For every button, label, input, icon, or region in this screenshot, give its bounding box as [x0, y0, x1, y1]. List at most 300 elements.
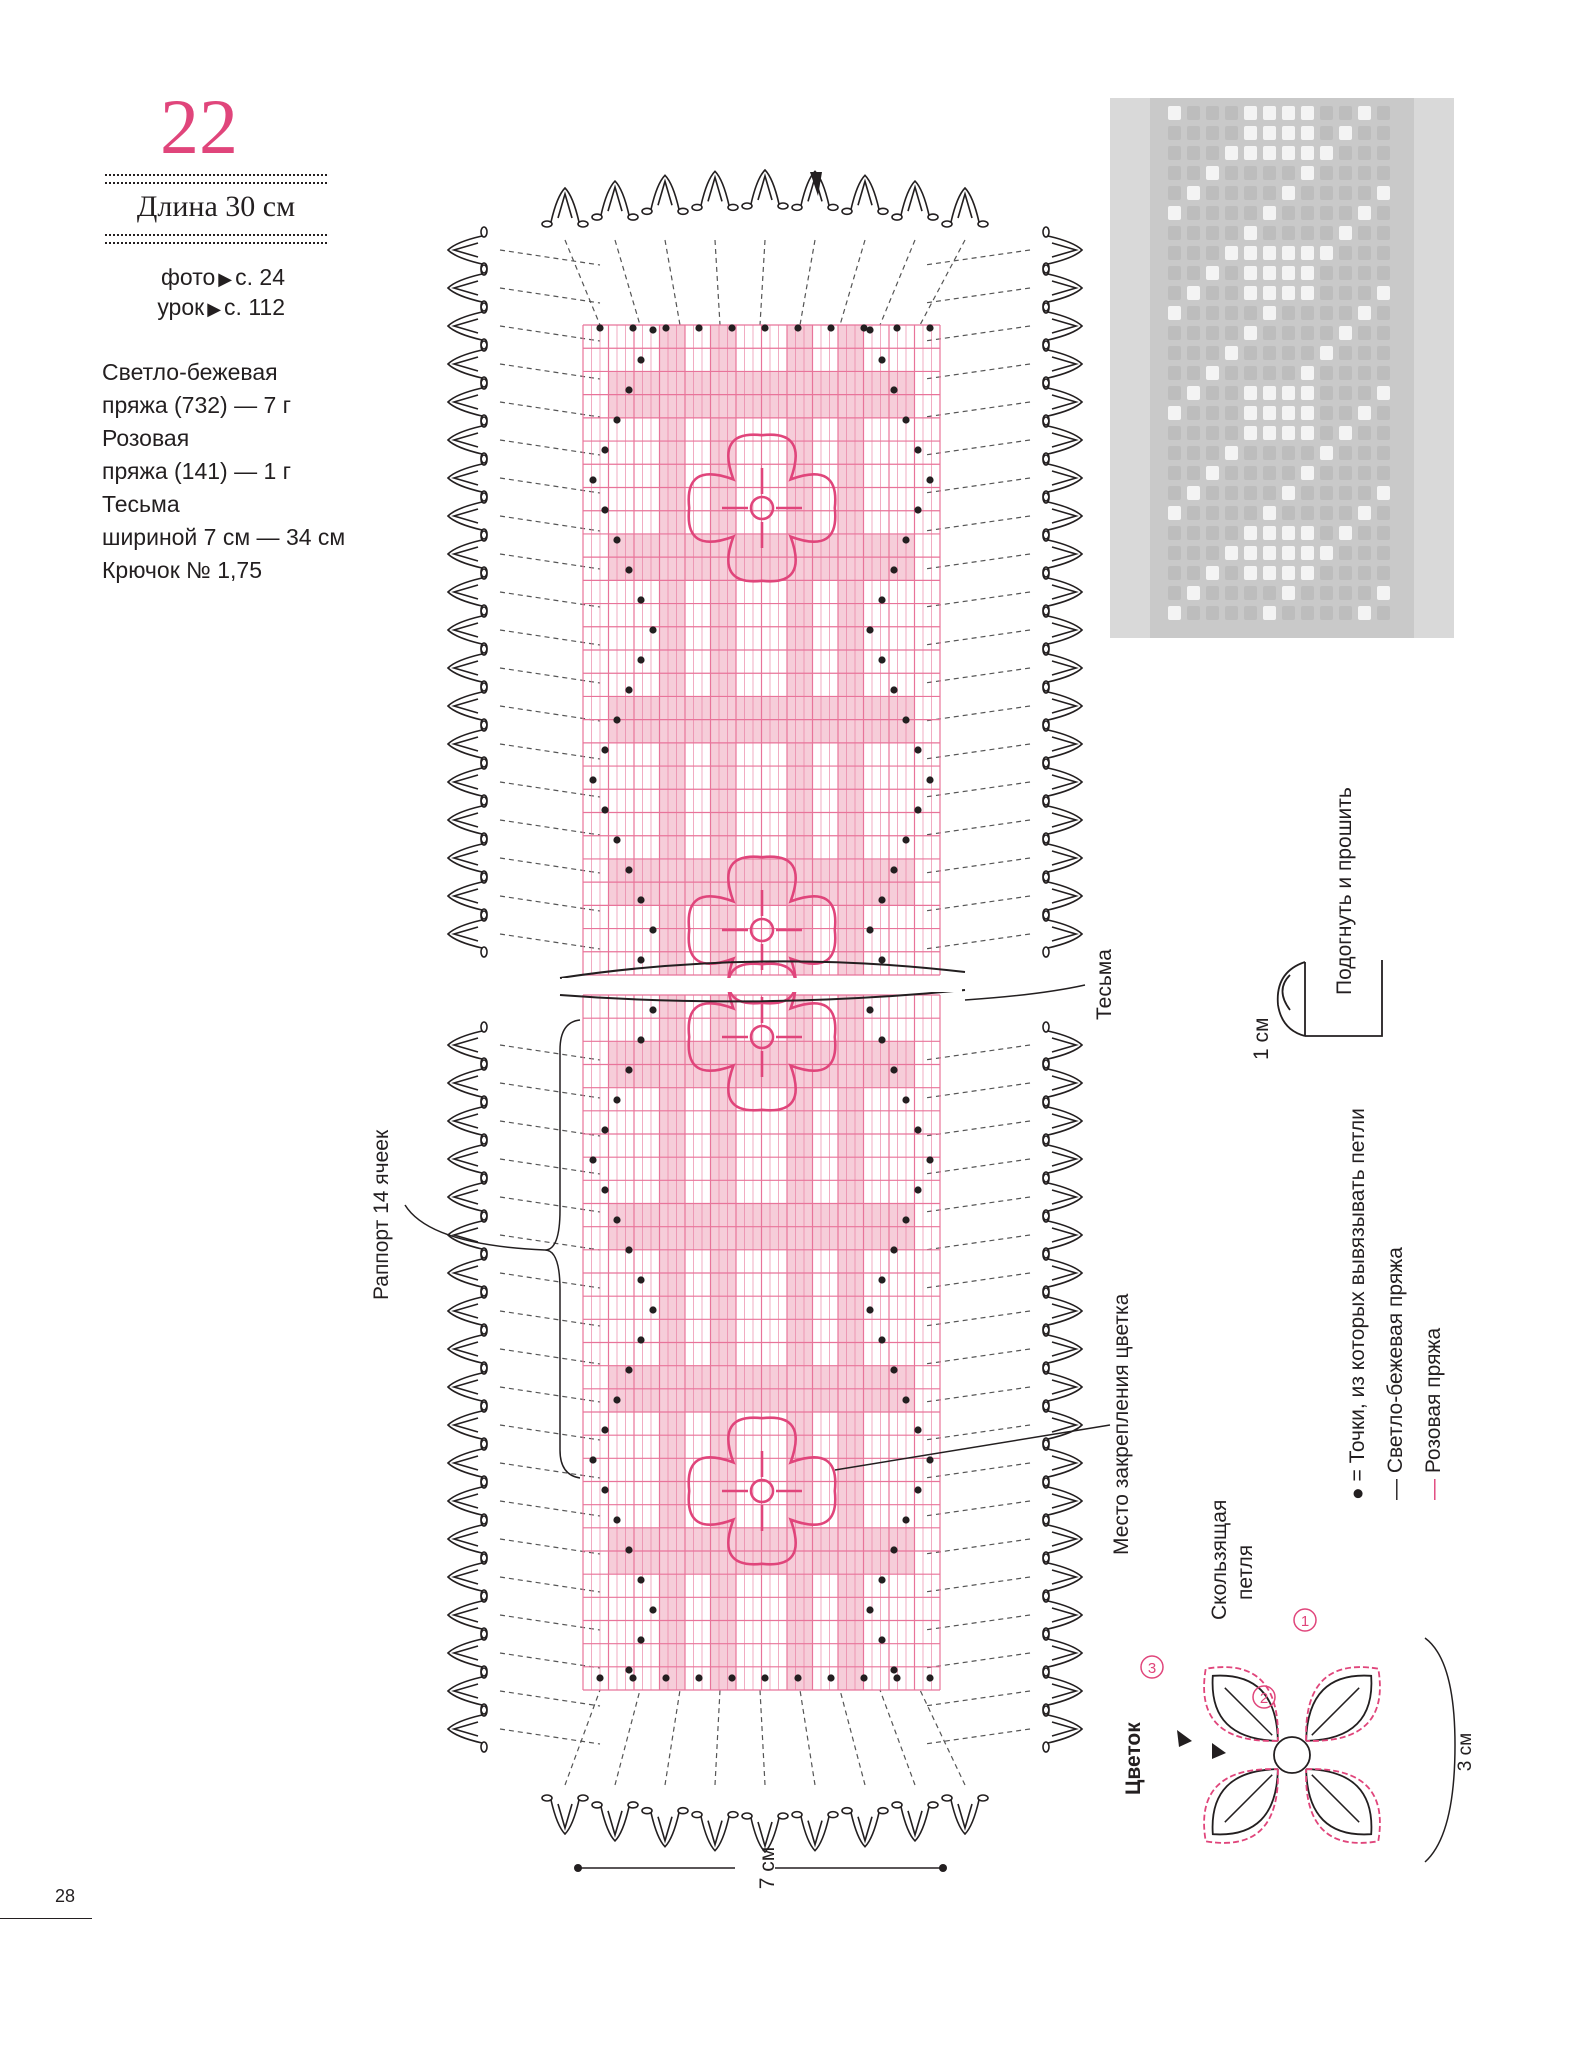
loop-dot	[890, 866, 897, 873]
loop-dot	[893, 1674, 900, 1681]
edging-line	[500, 250, 600, 265]
chain-loop	[942, 221, 952, 227]
edging-picot	[448, 455, 487, 501]
page-number: 28	[55, 1886, 76, 1906]
loop-dot	[589, 776, 596, 783]
pattern-number: 22	[160, 83, 238, 170]
edging-line	[500, 706, 600, 721]
edging-line	[925, 1197, 1030, 1212]
picot-stitch	[454, 813, 478, 827]
edging-picot	[448, 1592, 487, 1638]
edging-picot	[448, 1364, 487, 1410]
loop-dot	[601, 446, 608, 453]
edging-line	[840, 240, 865, 325]
loop-dot	[589, 1156, 596, 1163]
loop-dot	[613, 836, 620, 843]
picot-stitch	[658, 1817, 672, 1841]
edging-picot	[448, 341, 487, 387]
pattern-length: Длина 30 см	[136, 190, 296, 223]
edging-line	[925, 820, 1030, 835]
loop-dot	[926, 324, 933, 331]
chain-loop	[728, 1812, 738, 1818]
flower-attach-label: Место закрепления цветка	[1110, 1293, 1133, 1555]
picot-stitch	[454, 1646, 478, 1660]
flower-center-ring	[1274, 1737, 1310, 1773]
loop-dot	[601, 806, 608, 813]
picot-stitch	[454, 661, 478, 675]
edging-picot	[1043, 1630, 1082, 1676]
picot-stitch	[454, 1722, 478, 1736]
edging-picot	[448, 835, 487, 881]
loop-dot	[613, 1516, 620, 1523]
picot-stitch	[1052, 1038, 1076, 1052]
chain-loop	[578, 1795, 588, 1801]
loop-dot	[601, 746, 608, 753]
chain-loop	[542, 221, 552, 227]
loop-dot	[794, 1674, 801, 1681]
slip-loop-label-2: петля	[1234, 1544, 1257, 1600]
picot-stitch	[454, 1114, 478, 1128]
edging-picot	[742, 1813, 788, 1852]
edging-line	[500, 858, 600, 873]
materials-line: Тесьма	[102, 491, 180, 517]
picot-stitch	[1052, 509, 1076, 523]
edging-picot	[1043, 1706, 1082, 1752]
edging-picot	[448, 1326, 487, 1372]
dimension-endpoint	[574, 1864, 582, 1872]
edging-picot	[448, 683, 487, 729]
loop-dot	[625, 386, 632, 393]
loop-dot	[637, 1636, 644, 1643]
loop-dot	[728, 1674, 735, 1681]
chain-loop	[728, 204, 738, 210]
edging-line	[925, 1539, 1030, 1554]
edging-picot	[1043, 1440, 1082, 1486]
edging-line	[925, 554, 1030, 569]
chain-loop	[592, 1802, 602, 1808]
edging-line	[925, 1615, 1030, 1630]
chain-loop	[578, 221, 588, 227]
loop-dot	[893, 324, 900, 331]
flower-attach-leader	[835, 1425, 1110, 1470]
loop-dot	[589, 1456, 596, 1463]
loop-dot	[613, 416, 620, 423]
picot-stitch	[1052, 281, 1076, 295]
edging-picot	[842, 175, 888, 214]
loop-dot	[914, 1126, 921, 1133]
edging-picot	[448, 1402, 487, 1448]
edging-line	[800, 240, 815, 325]
picot-stitch	[454, 775, 478, 789]
loop-dot	[878, 1636, 885, 1643]
edging-line	[925, 1463, 1030, 1478]
edging-picot	[942, 188, 988, 227]
materials-line: пряжа (732) — 7 г	[102, 392, 292, 418]
legend-pink	[1422, 1328, 1446, 1500]
edging-picot	[448, 645, 487, 691]
picot-stitch	[454, 1608, 478, 1622]
loop-dot	[866, 1006, 873, 1013]
edging-line	[500, 1311, 600, 1326]
picot-stitch	[1052, 1190, 1076, 1204]
round-number: 3	[1147, 1660, 1157, 1677]
loop-dot	[902, 716, 909, 723]
loop-dot	[902, 1216, 909, 1223]
edging-line	[925, 1159, 1030, 1174]
loop-dot	[878, 596, 885, 603]
loop-dot	[649, 1306, 656, 1313]
edging-line	[500, 402, 600, 417]
edging-line	[880, 240, 915, 325]
chain-loop	[642, 1808, 652, 1814]
triangle-right-icon: ▶	[207, 299, 222, 319]
edging-picot	[1043, 1554, 1082, 1600]
picot-stitch	[1052, 1228, 1076, 1242]
fold-sew-label: Подогнуть и прошить	[1333, 787, 1356, 995]
loop-dot	[637, 356, 644, 363]
page-number-rule	[0, 1918, 92, 1919]
edging-line	[500, 1425, 600, 1440]
chain-loop	[481, 1742, 487, 1752]
edging-line	[500, 934, 600, 949]
chain-loop	[692, 1812, 702, 1818]
chain-loop	[481, 1022, 487, 1032]
chain-loop	[592, 214, 602, 220]
edging-line	[500, 478, 600, 493]
legend-beige	[1384, 1247, 1408, 1500]
edging-picot	[1043, 1288, 1082, 1334]
loop-dot	[914, 1426, 921, 1433]
loop-dot	[878, 1336, 885, 1343]
edging-picot	[448, 1440, 487, 1486]
edging-picot	[1043, 1060, 1082, 1106]
loop-dot	[601, 1426, 608, 1433]
edging-line	[925, 706, 1030, 721]
picot-stitch	[1052, 775, 1076, 789]
picot-stitch	[454, 1494, 478, 1508]
edging-picot	[448, 1668, 487, 1714]
edging-line	[500, 820, 600, 835]
edging-line	[500, 326, 600, 341]
picot-stitch	[454, 319, 478, 333]
edging-line	[925, 1577, 1030, 1592]
edging-picot	[1043, 417, 1082, 463]
loop-dot	[827, 324, 834, 331]
edging-picot	[1043, 1364, 1082, 1410]
chain-loop	[1043, 1742, 1049, 1752]
picot-stitch	[808, 1821, 822, 1845]
edging-line	[925, 440, 1030, 455]
picot-stitch	[1052, 433, 1076, 447]
picot-stitch	[958, 1804, 972, 1828]
fold-diagram	[1278, 960, 1382, 1036]
edging-picot	[448, 1630, 487, 1676]
loop-dot	[890, 1366, 897, 1373]
edging-picot	[448, 417, 487, 463]
loop-dot	[914, 806, 921, 813]
edging-line	[925, 592, 1030, 607]
edging-picot	[1043, 683, 1082, 729]
edging-picot	[1043, 341, 1082, 387]
edging-line	[500, 1045, 600, 1060]
edging-picot	[1043, 379, 1082, 425]
picot-stitch	[908, 187, 922, 211]
flower-title: Цветок	[1122, 1722, 1145, 1795]
picot-stitch	[454, 1076, 478, 1090]
picot-stitch	[1052, 1380, 1076, 1394]
loop-dot	[625, 1366, 632, 1373]
edging-picots	[448, 170, 1082, 1852]
picot-stitch	[454, 1266, 478, 1280]
picot-stitch	[908, 1811, 922, 1835]
edging-line	[925, 896, 1030, 911]
lesson-ref-label: урок	[157, 294, 205, 320]
edging-line	[500, 744, 600, 759]
edging-picot	[448, 379, 487, 425]
edging-picot	[1043, 1326, 1082, 1372]
edging-picot	[1043, 1516, 1082, 1562]
legend-dots-text: = Точки, из которых вывязывать петли	[1346, 1108, 1369, 1482]
edging-picot	[692, 171, 738, 210]
loop-dot	[926, 476, 933, 483]
loop-dot	[794, 324, 801, 331]
edging-picot	[642, 175, 688, 214]
loop-dot	[625, 1546, 632, 1553]
edging-picot	[448, 227, 487, 273]
loop-dot	[637, 596, 644, 603]
edging-picot	[448, 1478, 487, 1524]
picot-stitch	[454, 851, 478, 865]
edging-picot	[1043, 493, 1082, 539]
picot-stitch	[708, 1821, 722, 1845]
loop-dot	[878, 356, 885, 363]
edging-picot	[448, 1174, 487, 1220]
picot-stitch	[1052, 547, 1076, 561]
loop-dot	[637, 1576, 644, 1583]
edging-line	[760, 1690, 765, 1785]
loop-dot	[902, 836, 909, 843]
picot-stitch	[454, 547, 478, 561]
picot-stitch	[1052, 471, 1076, 485]
loop-dot	[662, 324, 669, 331]
chain-loop	[828, 204, 838, 210]
edging-picot	[592, 1802, 638, 1841]
chain-loop	[642, 208, 652, 214]
picot-stitch	[1052, 1570, 1076, 1584]
edging-line	[715, 240, 720, 325]
edging-picot	[1043, 721, 1082, 767]
picot-stitch	[454, 623, 478, 637]
loop-dot	[625, 686, 632, 693]
start-marker-icon	[1212, 1743, 1226, 1759]
edging-picot	[448, 1212, 487, 1258]
edging-picot	[448, 1554, 487, 1600]
chain-loop	[792, 1812, 802, 1818]
edging-picot	[1043, 645, 1082, 691]
loop-dot	[695, 324, 702, 331]
edging-line	[565, 240, 600, 325]
loop-dot	[890, 1246, 897, 1253]
edging-picot	[1043, 1668, 1082, 1714]
edging-line	[500, 1349, 600, 1364]
edging-line	[920, 240, 965, 325]
picot-stitch	[454, 281, 478, 295]
loop-dot	[914, 1486, 921, 1493]
loop-dot	[596, 324, 603, 331]
picot-stitch	[1052, 243, 1076, 257]
loop-dot	[890, 1546, 897, 1553]
chain-loop	[1043, 947, 1049, 957]
chain-loop	[678, 1808, 688, 1814]
picot-stitch	[454, 509, 478, 523]
edging-picot	[1043, 1478, 1082, 1524]
edging-picot	[592, 181, 638, 220]
edging-line	[500, 440, 600, 455]
loop-dot	[625, 1246, 632, 1253]
dot-icon: ●	[1346, 1487, 1369, 1500]
loop-dot	[890, 1666, 897, 1673]
edging-line	[925, 364, 1030, 379]
loop-dot	[601, 1486, 608, 1493]
loop-dot	[878, 656, 885, 663]
edging-line	[925, 782, 1030, 797]
picot-stitch	[454, 1380, 478, 1394]
edging-picot	[892, 1802, 938, 1841]
photo-ref-label: фото	[161, 264, 216, 290]
edging-picot	[448, 721, 487, 767]
edging-picot	[1043, 1174, 1082, 1220]
edging-line	[500, 1197, 600, 1212]
edging-picot	[448, 493, 487, 539]
loop-dot	[914, 1186, 921, 1193]
edging-line	[925, 402, 1030, 417]
edging-line	[500, 1691, 600, 1706]
picot-stitch	[1052, 1418, 1076, 1432]
loop-dot	[866, 1306, 873, 1313]
edging-picot	[1043, 911, 1082, 957]
picot-stitch	[608, 187, 622, 211]
edging-picot	[542, 188, 588, 227]
edging-line	[500, 554, 600, 569]
picot-stitch	[1052, 889, 1076, 903]
edging-line	[925, 1691, 1030, 1706]
picot-stitch	[1052, 1494, 1076, 1508]
loop-dot	[629, 324, 636, 331]
loop-dot	[695, 1674, 702, 1681]
edging-picot	[448, 569, 487, 615]
edging-line	[925, 1083, 1030, 1098]
loop-dot	[637, 656, 644, 663]
edging-picot	[448, 873, 487, 919]
picot-stitch	[454, 471, 478, 485]
edging-line	[925, 1349, 1030, 1364]
picot-stitch	[1052, 319, 1076, 333]
chain-loop	[481, 947, 487, 957]
materials-line: Светло-бежевая	[102, 359, 278, 385]
edging-picot	[448, 1288, 487, 1334]
edging-line	[500, 592, 600, 607]
edging-picot	[692, 1812, 738, 1851]
edging-line	[925, 516, 1030, 531]
edging-picot	[1043, 455, 1082, 501]
picot-stitch	[454, 1532, 478, 1546]
edging-line	[880, 1690, 915, 1785]
picot-stitch	[1052, 623, 1076, 637]
chain-loop	[628, 1802, 638, 1808]
round-marker-1	[1294, 1609, 1316, 1631]
edging-picot	[842, 1808, 888, 1847]
materials-line: Крючок № 1,75	[102, 557, 262, 583]
edging-picot	[448, 1250, 487, 1296]
loop-dot	[902, 536, 909, 543]
edging-line	[920, 1690, 965, 1785]
picot-stitch	[708, 177, 722, 201]
chain-loop	[892, 1802, 902, 1808]
loop-dot	[926, 776, 933, 783]
loop-dot	[601, 506, 608, 513]
picot-stitch	[454, 585, 478, 599]
picot-stitch	[454, 1570, 478, 1584]
loop-dot	[637, 896, 644, 903]
edging-line	[840, 1690, 865, 1785]
rapport-leader-line	[405, 1205, 545, 1250]
loop-dot	[926, 1674, 933, 1681]
chain-loop	[742, 203, 752, 209]
chain-loop	[842, 208, 852, 214]
chain-loop	[928, 1802, 938, 1808]
edging-picot	[448, 1060, 487, 1106]
loop-dot	[902, 416, 909, 423]
loop-dot	[601, 1126, 608, 1133]
picot-stitch	[1052, 1266, 1076, 1280]
loop-dot	[596, 1674, 603, 1681]
loop-dot	[601, 1186, 608, 1193]
edging-line	[925, 858, 1030, 873]
pink-line-icon: —	[1422, 1479, 1445, 1500]
edging-line	[500, 668, 600, 683]
loop-dot	[613, 1216, 620, 1223]
chain-loop	[542, 1795, 552, 1801]
edging-picot	[1043, 1136, 1082, 1182]
edging-picot	[448, 1516, 487, 1562]
loop-dot	[649, 1006, 656, 1013]
edging-line	[500, 1083, 600, 1098]
photo-ref-page: с. 24	[235, 264, 285, 290]
picot-stitch	[1052, 1342, 1076, 1356]
picot-stitch	[758, 1822, 772, 1846]
flower-diagram	[1177, 1647, 1400, 1863]
edging-picot	[448, 531, 487, 577]
edging-line	[800, 1690, 815, 1785]
round-number: 2	[1259, 1690, 1269, 1707]
edging-line	[615, 240, 640, 325]
picot-stitch	[1052, 1684, 1076, 1698]
chain-loop	[481, 227, 487, 237]
chain-loop	[1043, 1022, 1049, 1032]
loop-dot	[625, 566, 632, 573]
width-label: 7 см	[756, 1846, 779, 1890]
loop-dot	[761, 324, 768, 331]
loop-dot	[914, 746, 921, 753]
chain-loop	[628, 214, 638, 220]
loop-dot	[914, 506, 921, 513]
picot-stitch	[454, 395, 478, 409]
edging-picot	[1043, 531, 1082, 577]
picot-stitch	[858, 181, 872, 205]
edging-picot	[448, 911, 487, 957]
loop-dot	[613, 536, 620, 543]
edging-picot	[1043, 227, 1082, 273]
